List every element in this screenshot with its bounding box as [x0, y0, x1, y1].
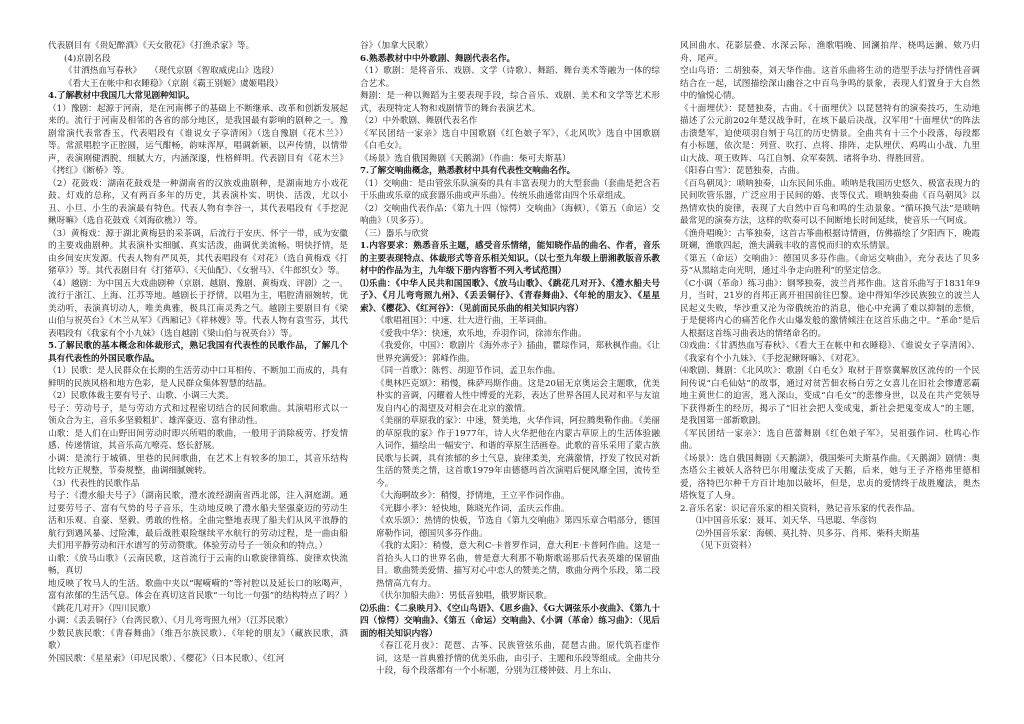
paragraph: 《光脚小孝》：轻快地，陈晓光作词，孟庆云作曲。	[376, 503, 570, 514]
paragraph: 《我爱你，中国》：歌剧片《海外赤子》插曲，瞿琮作词，郑秋枫作曲。《让世界充满爱》：郭峰作曲。	[376, 341, 660, 364]
paragraph: 少数民族民歌：《青春舞曲》（维吾尔族民歌）、《年轮的朋友》（藏族民歌，酒歌）	[48, 628, 348, 651]
paragraph: ⑵外国音乐家：海顿、莫扎特、贝多芬、肖邦、柴科夫斯基	[696, 528, 920, 539]
paragraph: （1）交响曲：是由管弦乐队演奏的具有丰富表现力的大型套曲（套曲是把含若干乐曲或乐章的成套器乐曲或声乐曲）。传统乐曲通常由四个乐章组成。	[360, 178, 660, 201]
paragraph: （1）歌剧：是将音乐、戏剧、文学（诗歌）、舞蹈、舞台美术等融为一体的综合艺术。	[360, 66, 660, 89]
paragraph: 《场景》选自俄国舞剧《天鹅湖》（作曲：柴可夫斯基）	[360, 153, 571, 164]
paragraph: 《渔舟唱晚》：古筝独奏，这首古筝曲根据诗情画，仿佛描绘了夕阳西下，晚霞斑斓，渔歌四起，渔夫满载丰收的喜悦而归的欢乐情景。	[680, 228, 980, 251]
paragraph: 号子：《澧水船夫号子》（湖南民歌，澧水流经湖南省西北部，注入洞庭湖。通过要劳号子、富有气势的号子音乐，生动地反映了澧水船夫坚强豪迈的劳动生活和乐观、自豪、坚毅、勇敢的性格。全曲完整地表现了船夫们从风平浪静的航行到遇风暴、过险滩，最后战胜艰险继续平水航行的劳动过程，是一曲由船夫们用平静劳动和汗水谱写的劳动赞歌。体验劳动号子一领众和的特点。）	[48, 491, 348, 551]
paragraph: 4.了解教材中我国几大常见剧种知识。	[48, 91, 195, 101]
paragraph: 《美丽的草原我的家》：中速，赞美地，火华作词，阿拉腾奥勒作曲。《美丽的草原我的家》作于1977年，诗人火华把他在内蒙古草原上的生活体验融入词作，描绘出一幅安宁、和谐的草原生活画卷。此歌的音乐采用了蒙古族民歌与长调，具有浓郁的乡土气息，旋律柔美，充满激情，抒发了牧民对新生活的赞美之情，这首歌1979年由德德玛首次演唱后便风靡全国，流传至今。	[376, 416, 660, 489]
paragraph: 《十面埋伏》：琵琶独奏，古曲。《十面埋伏》以琵琶特有的演奏技巧，生动地描述了公元前202年楚汉战争时，在垓下最后决战，汉军用“十面埋伏”的阵法击溃楚军，迫使项羽自刎于乌江的历史情景。全曲共有十三个小段落，每段都有小标题，依次是：列营、吹打、点将、排阵、走队埋伏、鸡鸣山小战、九里山大战、项王败阵、乌江自刎、众军奏凯、诸将争功、得胜回营。	[680, 103, 980, 164]
paragraph: 《C小调（革命）练习曲》：钢琴独奏，波兰肖邦作曲。这首乐曲写于1831年9月，当时，21岁的肖邦正离开祖国前往巴黎。途中得知华沙民族独立的波兰人民起义失败，华沙重又沦为帝俄统治的消息，他心中充满了难以抑制的悲愤，于是便将内心的痛苦化作火山爆发般的激情倾注在这首乐曲之中。“革命”是后人根据这首练习曲表达的情绪命名的。	[680, 278, 980, 339]
paragraph: ⑴乐曲：《中华人民共和国国歌》、《放马山歌》、《跳花几对开》、《澧水船夫号子》、《月儿弯弯照九州》、《丢丢铜仔》、《青春舞曲》、《年轮的朋友》、《星星索》、《樱花》、《红河谷》：（见前面民乐曲的相关知识内容）	[360, 278, 660, 314]
paragraph: 7.了解交响曲概念，熟悉教材中具有代表性交响曲名作。	[360, 166, 576, 176]
paragraph: （见下页资料）	[696, 541, 757, 551]
paragraph: 《军民团结一家亲》选自中国歌剧《红色娘子军》，《北风吹》选自中国歌剧《白毛女》。	[360, 128, 660, 151]
paragraph: （3）黄梅戏：源于湖北黄梅县的采茶调，后流行于安庆、怀宁一带，成为安徽的主要戏曲剧种。其表演朴实细腻、真实活泼，曲调优美流畅、明快抒情，是由乡间安庆发源。代表人物有严凤英，其代表唱段有《对花》（选自黄梅戏《打猪草》）等。其代表剧目有《打猪草》、《天仙配》、《女驸马》、《牛郎织女》等。	[48, 228, 348, 276]
paragraph: (4)京剧名段	[64, 53, 111, 64]
paragraph: （2）交响曲代表作品：《第九十四（惊愕）交响曲》（海顿），《第五（命运）交响曲》（贝多芬）。	[360, 203, 660, 226]
paragraph: 小调：是流行于城镇、里巷的民间歌曲，在艺术上有较多的加工，其音乐结构比较方正规整，节奏规整，曲调细腻婉转。	[48, 453, 348, 476]
column-middle	[360, 40, 660, 712]
paragraph: 《看大王在帐中和衣睡稳》（京剧《霸王别姬》虞姬唱段）	[64, 78, 284, 89]
paragraph: 《百鸟朝凤》：唢呐独奏，山东民间乐曲。唢呐是我国历史悠久、极富表现力的民间吹管乐器，广泛应用于民间的婚、丧等仪式。唢呐独奏曲《百鸟朝凤》以热情欢快的旋律，表现了大自然中百鸟和鸣的生动景象。“循环换气法”是唢呐最常见的演奏方法，这样的吹奏可以不间断地长时间延续，使音乐一气呵成。	[680, 178, 980, 226]
paragraph: 5.了解民歌的基本概念和体裁形式，熟记我国有代表性的民歌作品，了解几个具有代表性的外国民歌作品。	[48, 341, 348, 364]
paragraph: 风回曲水、花影层叠、水深云际、渔歌唱晚、回澜拍岸、桡鸣远濑、欸乃归舟、尾声。	[680, 41, 980, 64]
paragraph: 《欢乐颂》：热情的快板，节选自《第九交响曲》第四乐章合唱部分，德国席勒作词，德国贝多芬作曲。	[376, 516, 660, 539]
paragraph: 《伏尔加船夫曲》：男低音独唱，俄罗斯民歌。	[376, 591, 553, 601]
paragraph: （2）民歌体裁主要有号子、山歌、小调三大类。	[48, 391, 234, 401]
paragraph: 代表剧目有《贵妃醉酒》《天女散花》《打渔杀家》等。	[48, 41, 255, 51]
paragraph: 空山鸟语：二胡独奏，刘天华作曲。这首乐曲将生动的造型手法与抒情性音调结合在一起，试图描绘深山幽谷之中百鸟争鸣的景象，表现人们置身于大自然中的愉悦心情。	[680, 66, 980, 101]
paragraph: 2.音乐名家：识记音乐家的相关资料，熟记音乐家的代表作品。	[680, 503, 921, 514]
paragraph: ⑵乐曲：《二泉映月》、《空山鸟语》、《思乡曲》、《G大调弦乐小夜曲》、《第九十四（惊愕）交响曲》、《第五（命运）交响曲》、《小调（革命）练习曲》：（见后面的相关知识内容）	[360, 603, 660, 639]
paragraph: 谷》（加拿大民歌）	[360, 41, 434, 51]
paragraph: 号子：劳动号子，是与劳动方式和过程密切结合的民间歌曲。其演唱形式以一领众合为主，音乐多坚毅粗犷、雄浑豪迈、富有律动性。	[48, 403, 348, 426]
paragraph: ⑷歌剧、舞剧：《北风吹》：歌剧《白毛女》取材于晋察冀解放区流传的一个民间传说“白毛仙姑”的故事，通过对贫苦佃农杨白劳之女喜儿在旧社会惨遭恶霸地主黄世仁的迫害，逃入深山，变成“白毛女”的悲惨身世，以及在共产党领导下获得新生的经历，揭示了“旧社会把人变成鬼，新社会把鬼变成人”的主题，是我国第一部新歌剧。	[680, 366, 980, 426]
paragraph: 小调：《丢丢铜仔》（台湾民歌）、《月儿弯弯照九州》（江苏民歌）	[48, 616, 293, 626]
paragraph: 地反映了牧马人的生活。歌曲中夹以“喔嗬嗬的”等衬腔以及延长口的吆喝声，富有浓郁的生活气息。体会在真切这首民歌“一句比一句强”的结构特点了吗？）《跳花几对开》（四川民歌）	[48, 578, 348, 614]
paragraph: 《同一首歌》：陈哲、胡迎节作词，孟卫东作曲。	[376, 366, 561, 376]
paragraph: ⑴中国音乐家：聂耳、刘天华、马思聪、华彦钧	[696, 516, 877, 526]
paragraph: 《我的太阳》：稍慢，意大利C·卡普罗作词，意大利E·卡普阿作曲。这是一首拾头人口的世界名曲，曾是意大利那不勒斯歌谣那后代表英雄的保留曲目。歌曲赞美爱情、描写对心中恋人的赞美之情，歌曲分两个乐段，第二段热情高亢有力。	[376, 541, 660, 589]
paragraph: （1）豫剧：起源于河南，是在河南梆子的基础上不断继承、改革和创新发展起来的。流行于河南及相邻的各省的部分地区，是我国最有影响的剧种之一。豫剧常演代表常香玉，代表唱段有《谁说女子享清闲》（选自豫剧《花木兰》）等。常派唱腔字正腔圆，运气酣畅，韵味浑厚，唱调新颖，以声传情，以情带声，表演刚健洒脱，细腻大方，内涵深邃，性格鲜明。代表剧目有《花木兰》《拷红》《断桥》等。	[48, 103, 348, 176]
paragraph: （1）民歌：是人民群众在长期的生活劳动中口耳相传、不断加工而成的，具有鲜明的民族风格和地方色彩，是人民群众集体智慧的结晶。	[48, 366, 348, 389]
paragraph: 《阳春白雪》：琵琶独奏，古曲。	[680, 166, 805, 176]
paragraph: 《爱我中华》：快速，欢乐地，乔羽作词，徐沛东作曲。	[376, 328, 587, 339]
paragraph: （4）越剧：为中国五大戏曲剧种（京剧、越剧、豫剧、黄梅戏、评剧）之一。流行于浙江、上海、江苏等地。越剧长于抒情，以唱为主，唱腔清丽婉转，优美动听，表演真切动人，唯美典雅，极具江南灵秀之气。越剧主要剧目有《梁山伯与祝英台》《木兰从军》《西厢记》《祥林嫂》等。代表人物有袁雪芬，其代表唱段有《我家有个小九妹》（选自越剧《梁山伯与祝英台》）等。	[48, 278, 348, 339]
paragraph: （2）中外歌剧、舞剧代表名作	[360, 116, 478, 126]
paragraph: 6.熟悉教材中中外歌剧、舞剧代表名作。	[360, 53, 516, 64]
paragraph: 《奥林匹克颂》：稍慢，株萨玛斯作曲。这是20届无京奥运会主题歌，优美朴实的音调，闪耀着人性中博爱的光彩，表达了世界各国人民对和平与友谊发自内心的渴望及对相会在北京的激情。	[376, 378, 660, 414]
paragraph: 《场景》：选自俄国舞剧《天鹅湖》，俄国柴可夫斯基作曲。《天鹅湖》剧情：奥杰塔公主被妖人洛特巴尔用魔法变成了天鹅，后来，她与王子齐格弗里德相爱，洛特巴尔种千方百计地加以破坏，但是，忠贞的爱情终于战胜魔法，奥杰塔恢复了人身。	[680, 453, 980, 501]
paragraph: （三）器乐与欣赏	[360, 228, 429, 239]
paragraph: 山歌：是人们在山野田间劳动时即兴所唱的歌曲，一般用于消除疲劳、抒发情感、传递情谊，其音乐高亢嘹亮、悠长舒展。	[48, 428, 348, 451]
paragraph: 《甘洒热血写春秋》 （现代京剧《智取威虎山》选段）	[64, 66, 279, 76]
paragraph: （3）代表性的民歌作品	[48, 478, 140, 489]
paragraph: 山歌：《放马山歌》（云南民歌，这首流行于云南的山歌旋律简练、旋律欢快流畅，真切	[48, 553, 348, 576]
paragraph: （2）花鼓戏：湖南花鼓戏是一种湖南省的汉族戏曲剧种，是湖南地方小戏花鼓、灯戏的总称，又有两百多年的历史，其表演朴实、明快、活泼，尤以小丑、小旦、小生的表演最有特色。代表人物有李谷一，其代表唱段有《手挖泥鳅呀嘛》（选自花鼓戏《刘海砍樵》）等。	[48, 178, 348, 226]
paragraph: 《大海啊故乡》：稍慢，抒情地，王立平作词作曲。	[376, 491, 570, 501]
paragraph: 《军民团结一家亲》：选自芭蕾舞剧《红色娘子军》，吴祖强作词、杜鸣心作曲。	[680, 428, 980, 451]
paragraph: 《第五（命运）交响曲》：德国贝多芬作曲。《命运交响曲》，充分表达了贝多芬“从黑暗走向光明，通过斗争走向胜利”的坚定信念。	[680, 253, 980, 276]
column-left	[48, 40, 348, 712]
paragraph: 外国民歌：《星星索》（印尼民歌）、《樱花》（日本民歌）、《红河	[48, 653, 285, 664]
paragraph: 1.内容要求：熟悉音乐主题，感受音乐情绪，能知晓作品的曲名、作者，音乐的主要表现特点、体裁形式等音乐相关知识。（以七至九年级上册湘教版音乐教材中的作品为主，九年级下册内容暂不列入考试范围）	[360, 241, 660, 276]
paragraph: 《歌唱祖国》：中速、壮大进行曲，王莘词曲。	[376, 316, 553, 326]
paragraph: 舞剧：是一种以舞蹈为主要表现手段，综合音乐、戏剧、美术和文学等艺术形式，表现特定人物和戏剧情节的舞台表演艺术。	[360, 91, 660, 114]
column-right	[680, 40, 980, 712]
paragraph: 《春江花月夜》：琵琶、古筝、民族管弦乐曲，琵琶古曲。原代筑若虚作词，这是一首典雅抒情的优美乐曲，由引子、主题和乐段等组成。全曲共分十段，每个段落都有一个小标题，分别为江楼钟鼓、月上东山、	[376, 641, 660, 676]
paragraph: ⑶戏曲：《甘洒热血写春秋》、《看大王在帐中和衣睡稳》、《谁说女子享清闲》、《我家有个小九妹》、《手挖泥鳅呀嘛》、《对花》。	[680, 341, 980, 364]
